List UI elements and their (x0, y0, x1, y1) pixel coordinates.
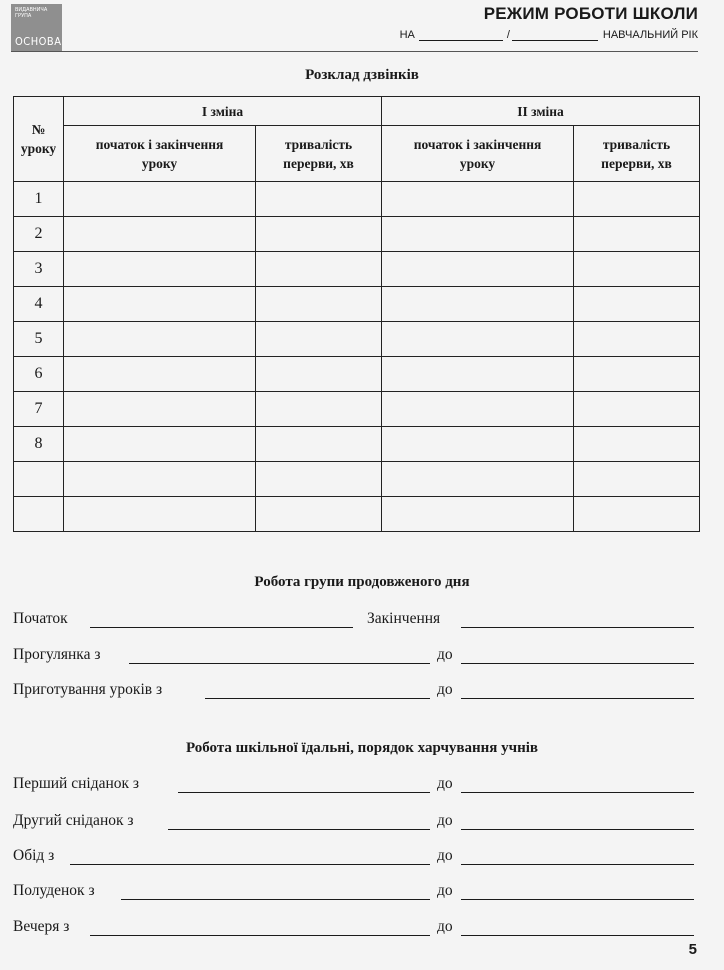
shift-1-break-cell[interactable] (256, 427, 382, 462)
shift-2-break-cell[interactable] (574, 182, 700, 217)
homework-from-field[interactable] (205, 698, 430, 699)
first-breakfast-from-field[interactable] (178, 792, 430, 793)
canteen-title: Робота шкільної їдальні, порядок харчування учнів (185, 740, 539, 756)
shift-2-lesson-time-cell[interactable] (382, 462, 574, 497)
header-line: уроку (141, 155, 178, 171)
homework-to-field[interactable] (461, 698, 694, 699)
shift-1-lesson-time-cell[interactable] (64, 252, 256, 287)
year-slash: / (506, 29, 510, 41)
shift-2-break-cell[interactable] (574, 252, 700, 287)
start-label: Початок (13, 610, 68, 627)
shift-2-header: ІІ зміна (382, 97, 700, 126)
header-line: перерви, хв (601, 155, 672, 171)
homework-row (13, 681, 694, 703)
first-breakfast-label: Перший сніданок з (13, 775, 140, 792)
shift-2-break-cell[interactable] (574, 217, 700, 252)
shift-1-break-cell[interactable] (256, 217, 382, 252)
dinner-row (13, 918, 694, 940)
shift-1-break-cell[interactable] (256, 322, 382, 357)
shift-1-lesson-time-cell[interactable] (64, 392, 256, 427)
table-subheader-row (14, 126, 700, 182)
lunch-from-field[interactable] (70, 864, 430, 865)
shift-2-lesson-time-cell[interactable] (382, 217, 574, 252)
publisher-logo (11, 4, 62, 51)
first-breakfast-row (13, 775, 694, 797)
shift-1-break-cell[interactable] (256, 252, 382, 287)
shift-2-lesson-time-header (382, 126, 574, 182)
logo-caption-line-2: ГРУПА (15, 13, 32, 19)
end-label: Закінчення (367, 610, 441, 627)
header-line: початок і закінчення (413, 136, 542, 152)
shift-2-lesson-time-cell[interactable] (382, 357, 574, 392)
shift-1-lesson-time-cell[interactable] (64, 287, 256, 322)
header-divider (11, 51, 698, 52)
afternoon-snack-from-field[interactable] (121, 899, 430, 900)
shift-2-lesson-time-cell[interactable] (382, 287, 574, 322)
shift-2-lesson-time-cell[interactable] (382, 497, 574, 532)
shift-1-break-cell[interactable] (256, 357, 382, 392)
table-row (14, 322, 700, 357)
schedule-title: Розклад дзвінків (305, 67, 419, 83)
afternoon-snack-to-field[interactable] (461, 899, 694, 900)
school-year-line (400, 29, 698, 41)
to-label: до (437, 646, 453, 663)
table-row (14, 462, 700, 497)
schedule-body (14, 182, 700, 532)
shift-1-break-cell[interactable] (256, 287, 382, 322)
to-label: до (437, 918, 453, 935)
table-row (14, 427, 700, 462)
lesson-number-cell: 7 (14, 392, 64, 427)
to-label: до (437, 882, 453, 899)
dinner-label: Вечеря з (13, 918, 70, 935)
shift-1-lesson-time-cell[interactable] (64, 427, 256, 462)
header-line: тривалість (284, 136, 353, 152)
extended-day-title: Робота групи продовженого дня (254, 574, 470, 590)
lesson-number-cell (14, 462, 64, 497)
table-row (14, 357, 700, 392)
bell-schedule-table (13, 96, 700, 532)
header-line: тривалість (602, 136, 671, 152)
shift-2-break-cell[interactable] (574, 322, 700, 357)
to-label: до (437, 775, 453, 792)
second-breakfast-row (13, 812, 694, 834)
shift-1-lesson-time-cell[interactable] (64, 357, 256, 392)
end-time-field[interactable] (461, 627, 694, 628)
afternoon-snack-label: Полуденок з (13, 882, 95, 899)
shift-1-break-cell[interactable] (256, 497, 382, 532)
year-end-blank[interactable] (512, 29, 598, 41)
shift-2-break-cell[interactable] (574, 497, 700, 532)
table-row (14, 392, 700, 427)
shift-1-lesson-time-cell[interactable] (64, 497, 256, 532)
shift-2-break-cell[interactable] (574, 287, 700, 322)
shift-1-lesson-time-cell[interactable] (64, 322, 256, 357)
shift-1-lesson-time-cell[interactable] (64, 462, 256, 497)
year-start-blank[interactable] (419, 29, 503, 41)
lunch-row (13, 847, 694, 869)
shift-2-lesson-time-cell[interactable] (382, 182, 574, 217)
header-line: перерви, хв (283, 155, 354, 171)
second-breakfast-from-field[interactable] (168, 829, 430, 830)
header-line: початок і закінчення (95, 136, 224, 152)
logo-name: ОСНОВА (15, 35, 62, 48)
shift-1-header: І зміна (64, 97, 382, 126)
shift-1-lesson-time-cell[interactable] (64, 182, 256, 217)
page-title: РЕЖИМ РОБОТИ ШКОЛИ (483, 4, 698, 23)
table-row (14, 217, 700, 252)
second-breakfast-label: Другий сніданок з (13, 812, 134, 829)
lesson-number-cell: 1 (14, 182, 64, 217)
table-row (14, 182, 700, 217)
dinner-to-field[interactable] (461, 935, 694, 936)
shift-2-lesson-time-cell[interactable] (382, 427, 574, 462)
lesson-number-cell: 3 (14, 252, 64, 287)
table-row (14, 287, 700, 322)
lesson-number-header (14, 97, 64, 182)
shift-2-lesson-time-cell[interactable] (382, 392, 574, 427)
to-label: до (437, 847, 453, 864)
lesson-number-cell (14, 497, 64, 532)
afternoon-snack-row (13, 882, 694, 904)
shift-2-break-cell[interactable] (574, 392, 700, 427)
year-suffix: НАВЧАЛЬНИЙ РІК (602, 29, 698, 41)
extended-day-start-end-row (13, 610, 694, 632)
table-row (14, 252, 700, 287)
lesson-number-cell: 4 (14, 287, 64, 322)
table-header-row (14, 97, 700, 126)
lesson-number-cell: 8 (14, 427, 64, 462)
dinner-from-field[interactable] (90, 935, 430, 936)
logo-caption (15, 7, 47, 19)
shift-1-break-header (256, 126, 382, 182)
lesson-number-header-line-2: уроку (20, 141, 57, 156)
shift-1-break-cell[interactable] (256, 392, 382, 427)
shift-1-break-cell[interactable] (256, 462, 382, 497)
walk-label: Прогулянка з (13, 646, 101, 663)
lesson-number-header-line-1: № (31, 122, 46, 137)
first-breakfast-to-field[interactable] (461, 792, 694, 793)
lunch-to-field[interactable] (461, 864, 694, 865)
shift-2-break-cell[interactable] (574, 462, 700, 497)
shift-2-lesson-time-cell[interactable] (382, 322, 574, 357)
logo-caption-line-1: ВИДАВНИЧА (15, 7, 48, 13)
shift-1-lesson-time-cell[interactable] (64, 217, 256, 252)
lesson-number-cell: 6 (14, 357, 64, 392)
shift-2-lesson-time-cell[interactable] (382, 252, 574, 287)
to-label: до (437, 812, 453, 829)
second-breakfast-to-field[interactable] (461, 829, 694, 830)
walk-to-field[interactable] (461, 663, 694, 664)
shift-2-break-header (574, 126, 700, 182)
lunch-label: Обід з (13, 847, 55, 864)
homework-label: Приготування уроків з (13, 681, 163, 698)
shift-2-break-cell[interactable] (574, 357, 700, 392)
year-prefix: НА (399, 29, 415, 41)
walk-row (13, 646, 694, 668)
lesson-number-cell: 2 (14, 217, 64, 252)
shift-2-break-cell[interactable] (574, 427, 700, 462)
walk-from-field[interactable] (129, 663, 430, 664)
shift-1-lesson-time-header (64, 126, 256, 182)
header-line: уроку (459, 155, 496, 171)
to-label: до (437, 681, 453, 698)
page-number: 5 (688, 941, 697, 958)
start-time-field[interactable] (90, 627, 353, 628)
table-row (14, 497, 700, 532)
shift-1-break-cell[interactable] (256, 182, 382, 217)
lesson-number-cell: 5 (14, 322, 64, 357)
